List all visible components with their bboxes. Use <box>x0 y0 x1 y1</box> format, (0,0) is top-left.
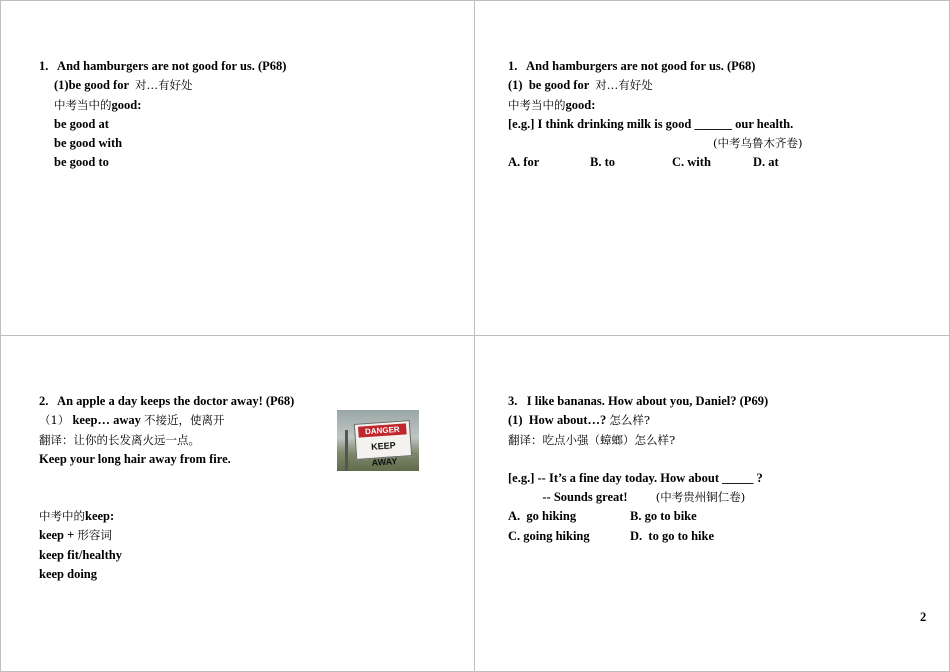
panel3-item: keep fit/healthy <box>39 547 122 562</box>
option-a: A. go hiking <box>508 509 577 524</box>
spacer <box>39 469 294 488</box>
option-c: C. with <box>672 155 711 170</box>
panel4-subtitle-en: (1) How about…? <box>508 413 610 428</box>
panel4-subtitle <box>508 411 768 430</box>
panel3-answer: Keep your long hair away from fire. <box>39 451 231 466</box>
panel2-subtitle-en: (1) be good for <box>508 78 596 93</box>
panel3-item: keep doing <box>39 567 98 582</box>
panel3-title: 2. An apple a day keeps the doctor away! (P68) <box>39 394 295 408</box>
panel1-cn-label-cn: 中考当中的 <box>54 97 112 112</box>
sign-post <box>345 430 348 471</box>
panel1-title: 1. And hamburgers are not good for us. (P68) <box>39 59 287 73</box>
panel3-cn-label <box>39 507 294 526</box>
keep-away-sign-image <box>337 410 419 471</box>
panel3-item1-cn: 形容词 <box>77 528 112 543</box>
slide-panel-2 <box>508 57 802 173</box>
panel2-title: 1. And hamburgers are not good for us. (P68) <box>508 59 756 73</box>
option-a: A. for <box>508 155 540 170</box>
panel4-reply-text: -- Sounds great! <box>508 490 656 505</box>
panel4-source: (中考贵州铜仁卷) <box>655 490 746 505</box>
panel4-title: 3. I like bananas. How about you, Daniel? (P69) <box>508 394 769 408</box>
panel4-question: [e.g.] -- It’s a fine day today. How about _____ ? <box>508 470 763 485</box>
panel2-options <box>508 153 802 172</box>
panel1-cn-label-en: good: <box>111 97 142 112</box>
panel1-item: be good with <box>54 136 123 151</box>
spacer <box>39 488 294 507</box>
panel4-translate: 翻译：吃点小强（蟑螂）怎么样? <box>508 432 676 447</box>
panel3-subtitle-cn: 不接近，使离开 <box>143 413 225 428</box>
spacer <box>508 450 768 469</box>
vertical-divider <box>474 0 475 672</box>
panel2-source: (中考乌鲁木齐卷) <box>713 136 803 151</box>
panel4-options-row1 <box>508 507 768 526</box>
panel4-reply <box>508 488 768 507</box>
slide-panel-3 <box>39 392 294 584</box>
panel3-cn-label-en: keep: <box>85 509 115 524</box>
option-b: B. to <box>590 155 615 170</box>
option-c: C. going hiking <box>508 528 590 543</box>
panel3-subtitle-num: （1） <box>39 413 70 428</box>
panel3-translate: 翻译：让你的长发离火远一点。 <box>39 432 200 447</box>
panel3-item <box>39 526 294 545</box>
slide-panel-1 <box>39 57 286 173</box>
sign-danger-text: DANGER <box>358 423 407 437</box>
panel2-cn-label <box>508 96 802 115</box>
panel1-cn-label <box>39 96 286 115</box>
panel3-subtitle <box>39 411 294 430</box>
panel2-cn-label-en: good: <box>565 97 596 112</box>
sign-board <box>354 420 412 468</box>
option-b: B. go to bike <box>630 509 697 524</box>
sign-keep-away-text: KEEP AWAY <box>370 440 398 468</box>
panel1-item: be good to <box>54 155 109 170</box>
slide-panel-4 <box>508 392 768 546</box>
panel2-subtitle <box>508 76 802 95</box>
panel1-item: be good at <box>54 116 109 131</box>
panel4-subtitle-cn: 怎么样? <box>609 413 651 428</box>
panel3-subtitle-en: keep… away <box>69 413 144 428</box>
panel1-subtitle <box>39 76 286 95</box>
panel3-cn-label-cn: 中考中的 <box>39 509 85 524</box>
panel1-subtitle-cn: 对…有好处 <box>135 78 193 93</box>
page-number: 2 <box>920 610 927 624</box>
panel3-item1-en: keep + <box>39 528 78 543</box>
panel2-cn-label-cn: 中考当中的 <box>508 97 566 112</box>
option-d: D. to go to hike <box>630 528 715 543</box>
horizontal-divider <box>0 335 950 336</box>
option-d: D. at <box>753 155 779 170</box>
panel2-subtitle-cn: 对…有好处 <box>595 78 653 93</box>
panel2-question: [e.g.] I think drinking milk is good ______ our health. <box>508 116 794 131</box>
panel4-options-row2 <box>508 527 768 546</box>
panel1-subtitle-en: (1)be good for <box>54 78 136 93</box>
